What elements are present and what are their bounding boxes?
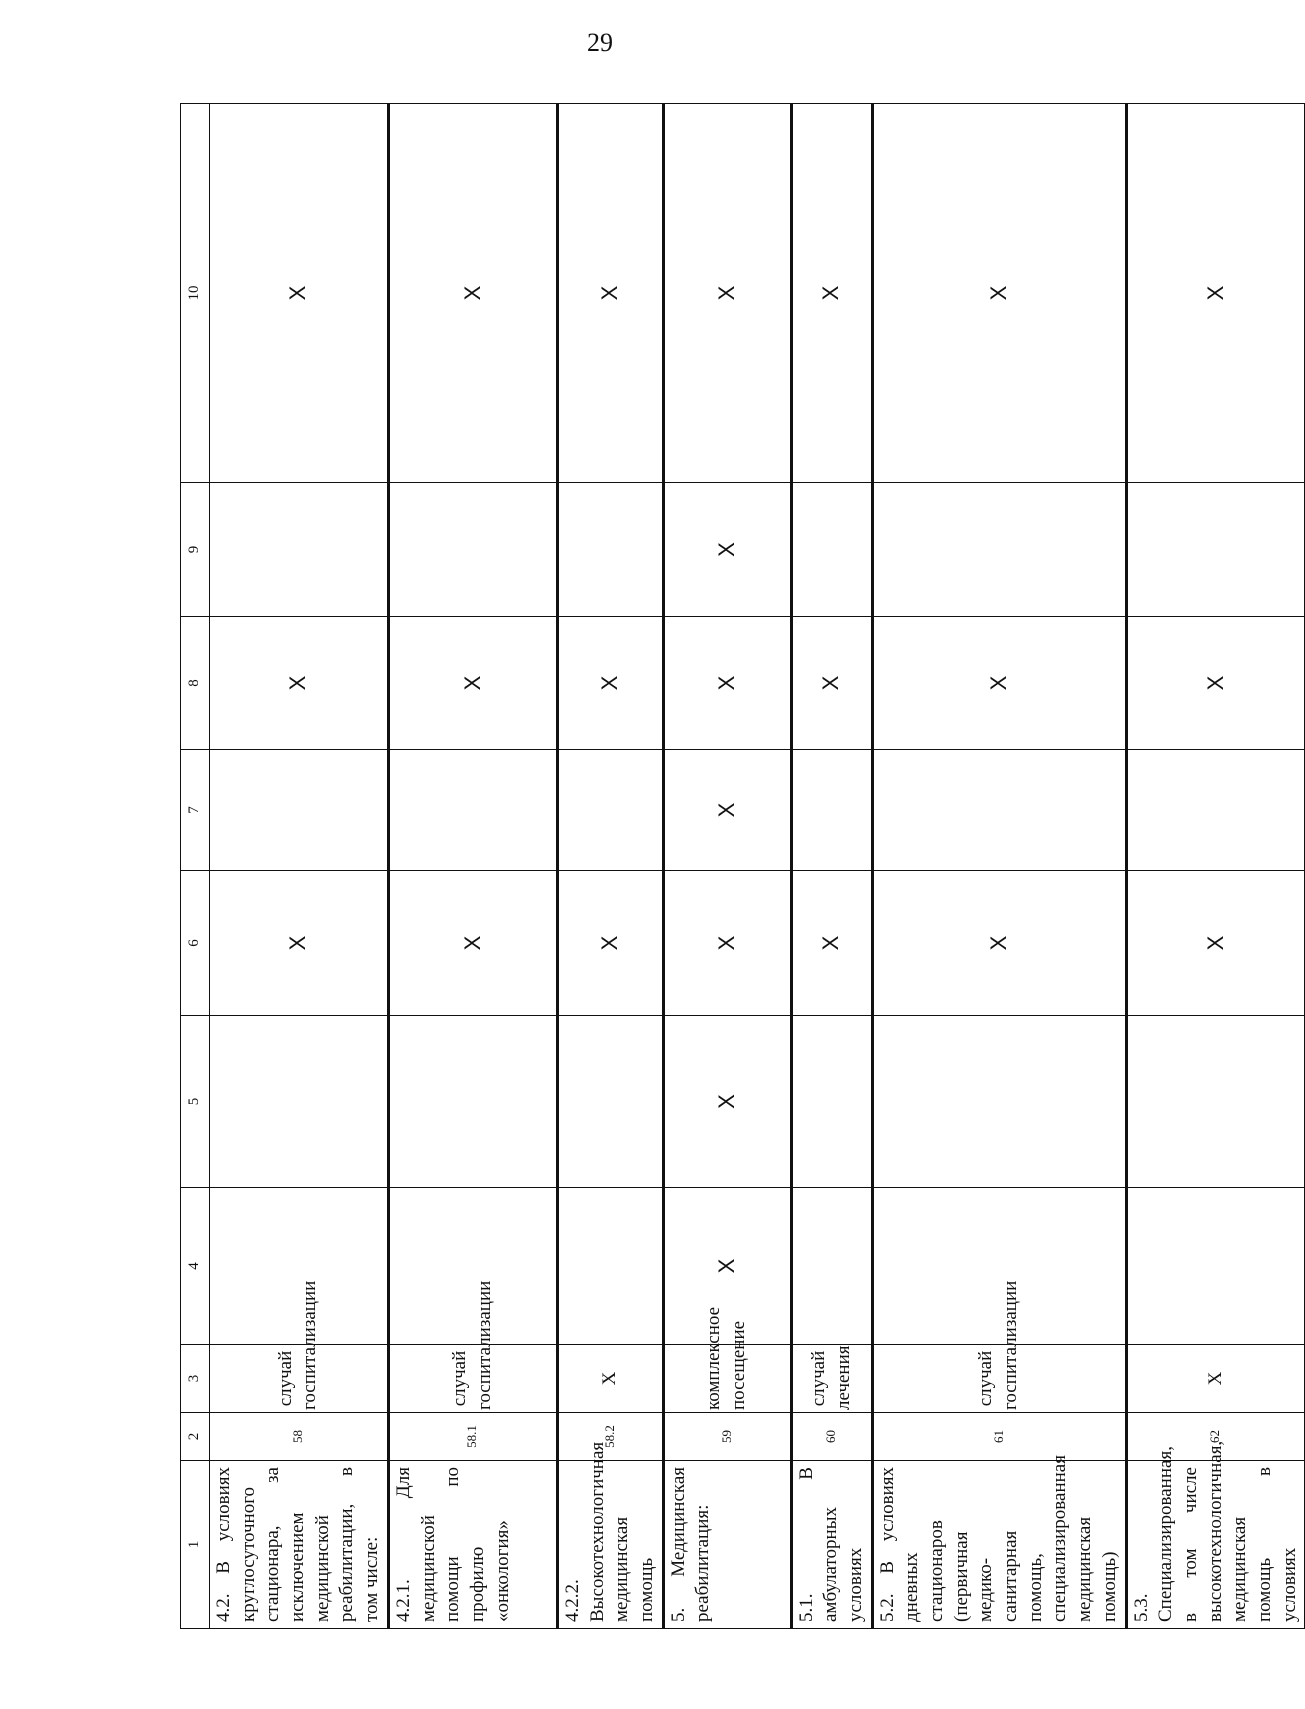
cell-col5: X — [663, 1016, 791, 1188]
header-row — [181, 104, 210, 1629]
cell-col9 — [210, 483, 389, 617]
cell-col8: X — [557, 617, 663, 750]
table-row — [1126, 104, 1305, 1629]
column-header: 5 — [181, 1016, 210, 1188]
row-unit: случай госпитализации — [210, 1345, 389, 1413]
cell-col8: X — [388, 617, 557, 750]
row-code: 58.1 — [388, 1413, 557, 1461]
row-name: 4.2.1. Для медицинской помощи по профилю «онкология» — [388, 1461, 557, 1629]
row-name: 5.2. В условиях дневных стационаров (первичная медико-санитарная помощь, специализированная медицинская помощь) — [872, 1461, 1126, 1629]
column-header: 10 — [181, 104, 210, 483]
cell-col6: X — [791, 871, 872, 1016]
cell-col4 — [791, 1188, 872, 1345]
row-name: 4.2. В условиях круглосуточного стационара, за исключением медицинской реабилитации, в том числе: — [210, 1461, 389, 1629]
cell-col9 — [872, 483, 1126, 617]
cell-col4 — [1126, 1188, 1305, 1345]
table-row — [791, 104, 872, 1629]
cell-col7 — [388, 750, 557, 871]
cell-col8: X — [1126, 617, 1305, 750]
row-unit: случай госпитализации — [388, 1345, 557, 1413]
cell-col6: X — [388, 871, 557, 1016]
cell-col7 — [872, 750, 1126, 871]
row-unit: X — [1126, 1345, 1305, 1413]
cell-col4: X — [663, 1188, 791, 1345]
cell-col7: X — [663, 750, 791, 871]
cell-col9 — [388, 483, 557, 617]
row-code: 61 — [872, 1413, 1126, 1461]
cell-col10: X — [1126, 104, 1305, 483]
cell-col5 — [872, 1016, 1126, 1188]
row-name: 5.3. Специализированная, в том числе высокотехнологичная, медицинская помощь в условиях — [1126, 1461, 1305, 1629]
row-code: 58.2 — [557, 1413, 663, 1461]
row-unit: комплексное посещение — [663, 1345, 791, 1413]
table-row — [557, 104, 663, 1629]
cell-col9 — [1126, 483, 1305, 617]
cell-col10: X — [210, 104, 389, 483]
cell-col6: X — [210, 871, 389, 1016]
page-number: 29 — [587, 28, 613, 57]
cell-col10: X — [557, 104, 663, 483]
row-unit: случай лечения — [791, 1345, 872, 1413]
cell-col5 — [210, 1016, 389, 1188]
cell-col4 — [388, 1188, 557, 1345]
cell-col6: X — [663, 871, 791, 1016]
column-header: 4 — [181, 1188, 210, 1345]
cell-col7 — [557, 750, 663, 871]
cell-col6: X — [557, 871, 663, 1016]
row-code: 58 — [210, 1413, 389, 1461]
row-code: 60 — [791, 1413, 872, 1461]
column-header: 8 — [181, 617, 210, 750]
table-row — [872, 104, 1126, 1629]
cell-col8: X — [791, 617, 872, 750]
medical-care-table — [180, 103, 1305, 1629]
cell-col10: X — [663, 104, 791, 483]
cell-col10: X — [872, 104, 1126, 483]
row-unit: X — [557, 1345, 663, 1413]
cell-col8: X — [210, 617, 389, 750]
cell-col7 — [210, 750, 389, 871]
cell-col5 — [1126, 1016, 1305, 1188]
rotated-table-container — [180, 104, 1300, 1629]
row-code: 62 — [1126, 1413, 1305, 1461]
row-name: 5. Медицинская реабилитация: — [663, 1461, 791, 1629]
table-row — [210, 104, 389, 1629]
table-row — [388, 104, 557, 1629]
cell-col6: X — [872, 871, 1126, 1016]
cell-col9 — [557, 483, 663, 617]
cell-col7 — [1126, 750, 1305, 871]
column-header: 2 — [181, 1413, 210, 1461]
column-header: 9 — [181, 483, 210, 617]
cell-col9: X — [663, 483, 791, 617]
cell-col9 — [791, 483, 872, 617]
row-name: 4.2.2. Высокотехнологичная медицинская помощь — [557, 1461, 663, 1629]
cell-col8: X — [872, 617, 1126, 750]
column-header: 1 — [181, 1461, 210, 1629]
cell-col5 — [791, 1016, 872, 1188]
row-name: 5.1. В амбулаторных условиях — [791, 1461, 872, 1629]
cell-col4 — [557, 1188, 663, 1345]
row-code: 59 — [663, 1413, 791, 1461]
cell-col5 — [557, 1016, 663, 1188]
cell-col5 — [388, 1016, 557, 1188]
table-row — [663, 104, 791, 1629]
row-unit: случай госпитализации — [872, 1345, 1126, 1413]
column-header: 3 — [181, 1345, 210, 1413]
cell-col7 — [791, 750, 872, 871]
column-header: 6 — [181, 871, 210, 1016]
cell-col10: X — [388, 104, 557, 483]
cell-col8: X — [663, 617, 791, 750]
cell-col6: X — [1126, 871, 1305, 1016]
cell-col10: X — [791, 104, 872, 483]
column-header: 7 — [181, 750, 210, 871]
